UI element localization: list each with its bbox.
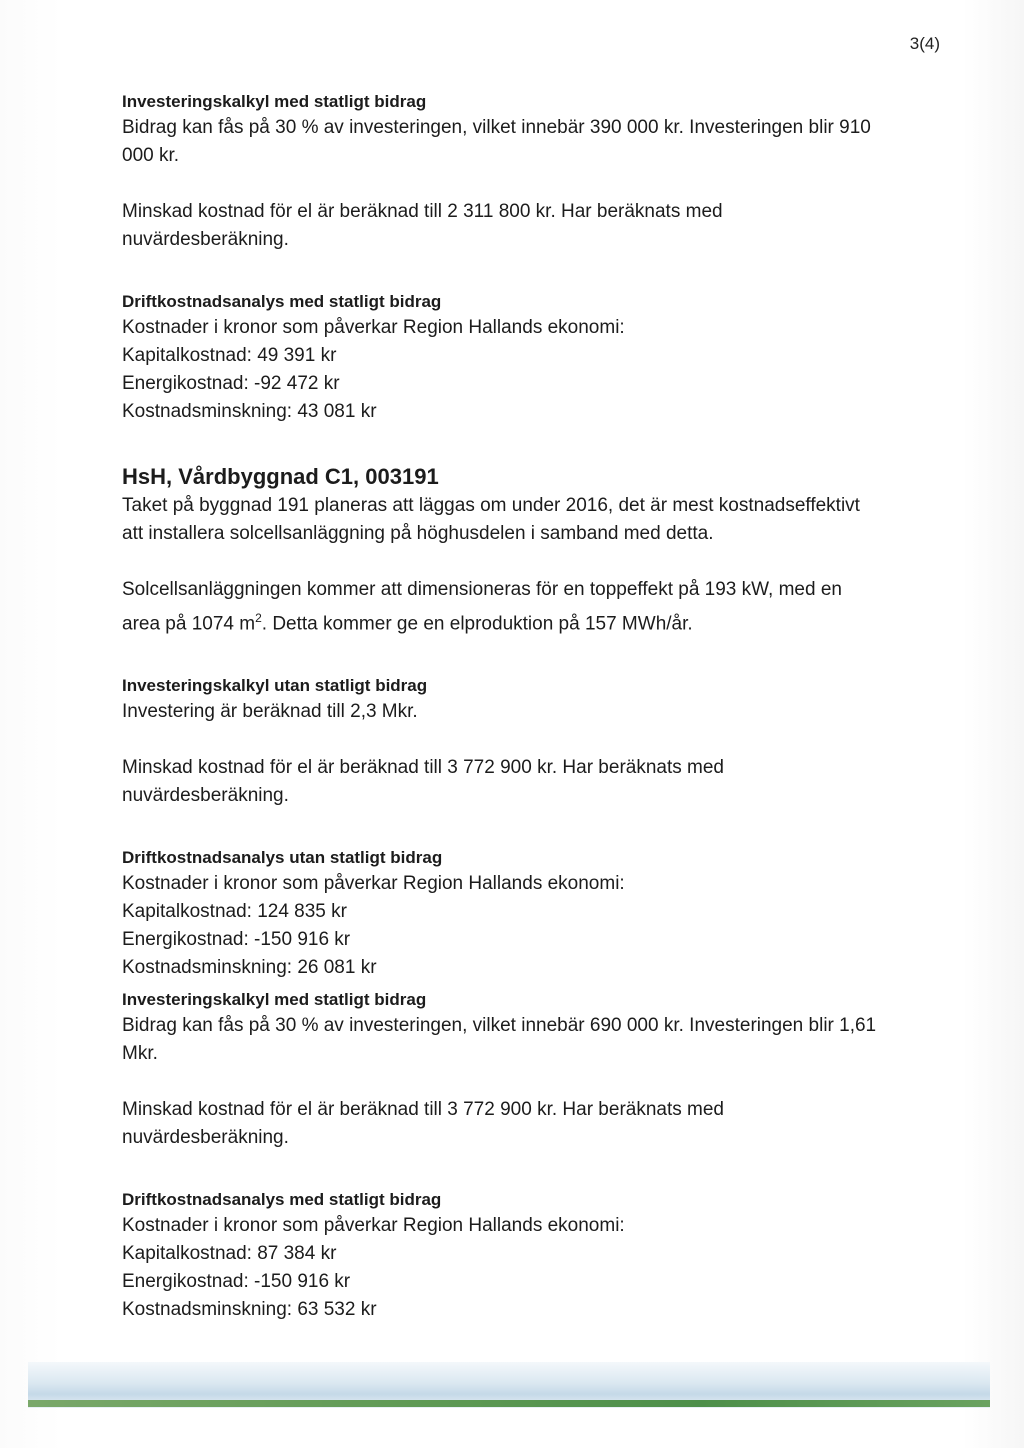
section-heading: Driftkostnadsanalys med statligt bidrag [122, 292, 442, 311]
page-content [122, 90, 882, 1324]
cost-line: Kapitalkostnad: 124 835 kr [122, 901, 347, 923]
cost-line: Kostnadsminskning: 26 081 kr [122, 957, 377, 979]
section-heading: Investeringskalkyl utan statligt bidrag [122, 676, 428, 696]
cost-line: Kostnadsminskning: 43 081 kr [122, 401, 377, 422]
section-heading: Driftkostnadsanalys utan statligt bidrag [122, 848, 443, 868]
cost-line: Energikostnad: -92 472 kr [122, 373, 340, 394]
paragraph: Taket på byggnad 191 planeras att läggas om under 2016, det är mest kostnadseffektivt att installera solcellsanläggning på höghusdelen i samband med detta. [122, 495, 860, 544]
paragraph: Minskad kostnad för el är beräknad till 3 772 900 kr. Har beräknats med nuvärdesberäkning. [122, 757, 724, 807]
paragraph: Bidrag kan fås på 30 % av investeringen, vilket innebär 390 000 kr. Investeringen blir 910 000 kr. [122, 117, 871, 166]
paragraph [122, 576, 882, 638]
cost-line: Kostnadsminskning: 63 532 kr [122, 1299, 377, 1321]
building-heading: HsH, Vårdbyggnad C1, 003191 [122, 464, 439, 489]
cost-line: Kostnader i kronor som påverkar Region Hallands ekonomi: [122, 317, 625, 338]
footer-green-line [28, 1400, 990, 1407]
cost-line: Energikostnad: -150 916 kr [122, 1271, 351, 1293]
paragraph: Minskad kostnad för el är beräknad till 3 772 900 kr. Har beräknats med nuvärdesberäkning. [122, 1099, 724, 1149]
cost-line: Energikostnad: -150 916 kr [122, 929, 351, 951]
paragraph-text: . Detta kommer ge en elproduktion på 157 MWh/år. [261, 613, 693, 635]
paragraph-text: Solcellsanläggningen kommer att dimensioneras för en toppeffekt på 193 kW, med en area på 1074 m [122, 579, 842, 635]
cost-line: Kapitalkostnad: 87 384 kr [122, 1243, 337, 1265]
page-number: 3(4) [909, 34, 940, 53]
paragraph: Minskad kostnad för el är beräknad till 2 311 800 kr. Har beräknats med nuvärdesberäkning. [122, 201, 723, 250]
paragraph: Investering är beräknad till 2,3 Mkr. [122, 701, 418, 723]
paragraph: Bidrag kan fås på 30 % av investeringen, vilket innebär 690 000 kr. Investeringen blir 1,61 Mkr. [122, 1015, 877, 1065]
section-heading: Driftkostnadsanalys med statligt bidrag [122, 1190, 442, 1210]
cost-line: Kostnader i kronor som påverkar Region Hallands ekonomi: [122, 873, 625, 895]
section-heading: Investeringskalkyl med statligt bidrag [122, 990, 427, 1010]
cost-line: Kostnader i kronor som påverkar Region Hallands ekonomi: [122, 1215, 625, 1237]
cost-line: Kapitalkostnad: 49 391 kr [122, 345, 337, 366]
superscript: 2 [255, 611, 262, 625]
section-heading: Investeringskalkyl med statligt bidrag [122, 92, 427, 111]
